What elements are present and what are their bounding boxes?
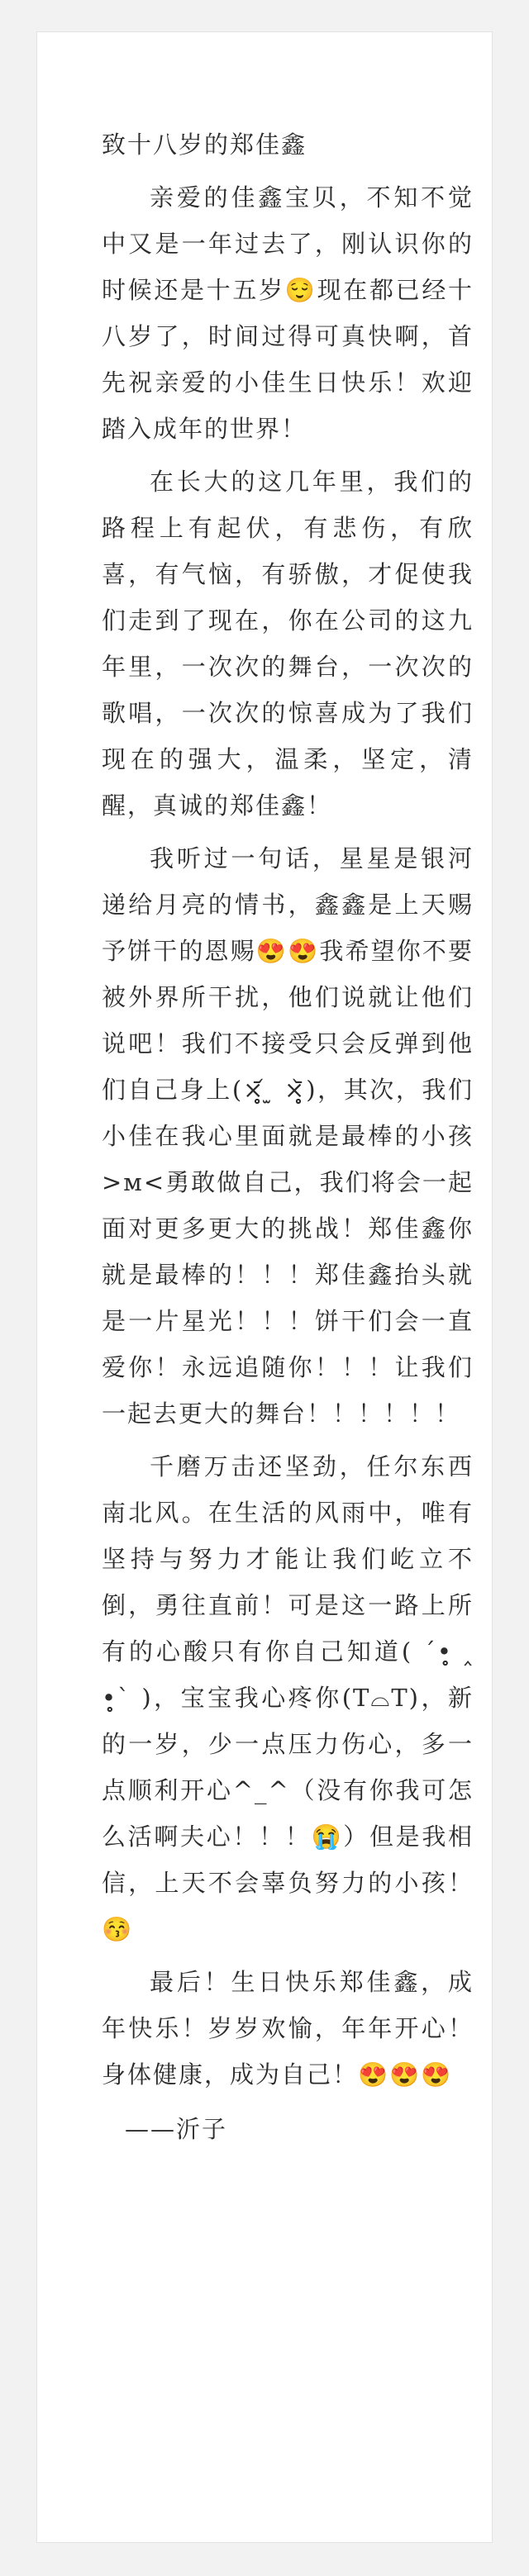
letter-body	[102, 121, 474, 2152]
letter-paragraph-4: 千磨万击还坚劲，任尔东西南北风。在生活的风雨中，唯有坚持与努力才能让我们屹立不倒，勇往直前！可是这一路上所有的心酸只有你自己知道( ´•̥̥̥ ‸ •̥̥̥` )，宝宝我心疼你(T⌓T)，新的一岁，少一点压力伤心，多一点顺利开心^_^（没有你我可怎么活啊夫心！！！😭）但是我相信，上天不会辜负努力的小孩！😚	[102, 1452, 474, 1943]
letter-page	[36, 31, 493, 2543]
letter-paragraph-1: 亲爱的佳鑫宝贝，不知不觉中又是一年过去了，刚认识你的时候还是十五岁😌现在都已经十八岁了，时间过得可真快啊，首先祝亲爱的小佳生日快乐！欢迎踏入成年的世界！	[102, 183, 474, 443]
letter-paragraph-2: 在长大的这几年里，我们的路程上有起伏，有悲伤，有欣喜，有气恼，有骄傲，才促使我们走到了现在，你在公司的这九年里，一次次的舞台，一次次的歌唱，一次次的惊喜成为了我们现在的强大，温柔，坚定，清醒，真诚的郑佳鑫！	[102, 468, 474, 820]
letter-greeting: 致十八岁的郑佳鑫	[102, 131, 307, 159]
letter-paragraph-3: 我听过一句话，星星是银河递给月亮的情书，鑫鑫是上天赐予饼干的恩赐😍😍我希望你不要被外界所干扰，他们说就让他们说吧！我们不接受只会反弹到他们自己身上(×̥̥̥᷄ ̫ ×̥̥̥᷅)，其次，我们小佳在我心里面就是最棒的小孩>ᴍ<勇敢做自己，我们将会一起面对更多更大的挑战！郑佳鑫你就是最棒的！！！郑佳鑫抬头就是一片星光！！！饼干们会一直爱你！永远追随你！！！让我们一起去更大的舞台！！！！！！	[102, 844, 474, 1428]
letter-paragraph-5: 最后！生日快乐郑佳鑫，成年快乐！岁岁欢愉，年年开心！身体健康，成为自己！😍😍😍	[102, 1968, 474, 2089]
letter-signature: ——沂子	[125, 2115, 228, 2143]
